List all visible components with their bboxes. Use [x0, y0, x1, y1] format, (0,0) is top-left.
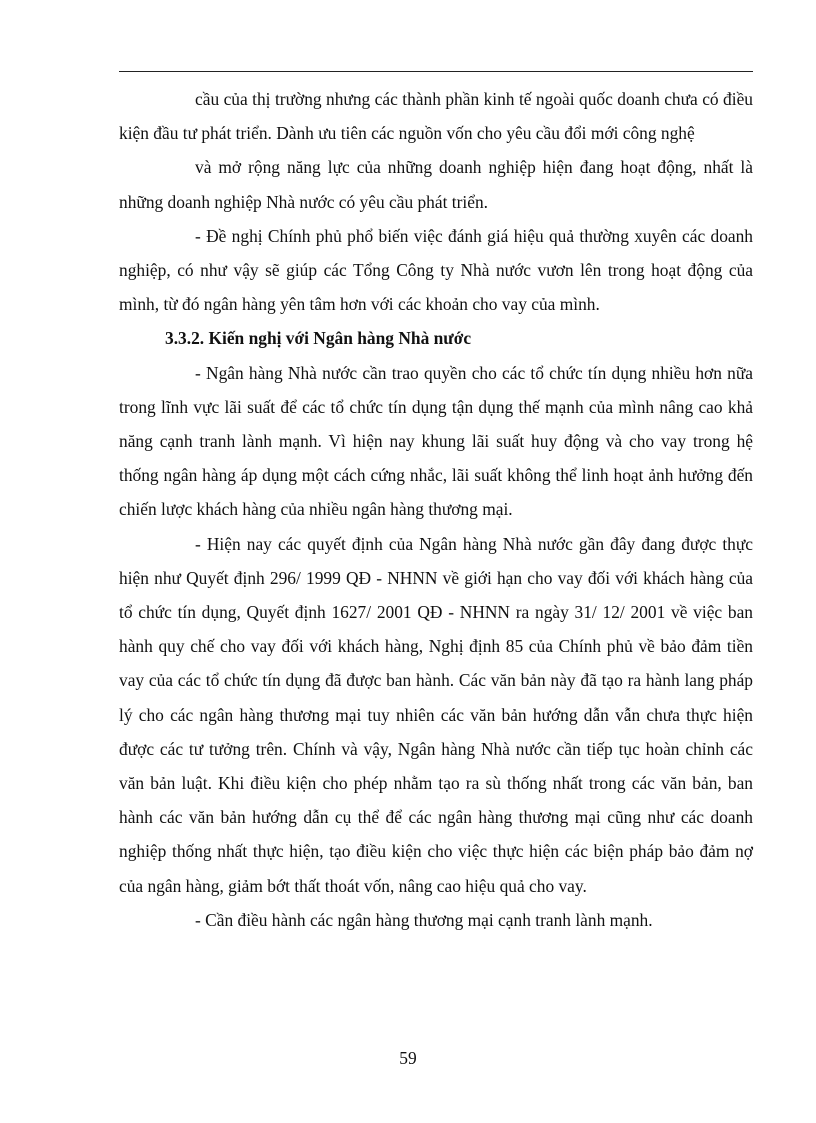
- paragraph-continuation: cầu của thị trường nhưng các thành phần kinh tế ngoài quốc doanh chưa có điều kiện đầu tư phát triển. Dành ưu tiên các nguồn vốn cho yêu cầu đổi mới công nghệ: [119, 89, 753, 144]
- paragraph-decisions: - Hiện nay các quyết định của Ngân hàng Nhà nước gần đây đang được thực hiện như Quyết định 296/ 1999 QĐ - NHNN về giới hạn cho vay đối với khách hàng của tổ chức tín dụng, Quyết định 1627/ 2001 QĐ - NHNN ra ngày 31/ 12/ 2001 về việc ban hành quy chế cho vay đối với khách hàng, Nghị định 85 của Chính phủ về bảo đảm tiền vay của các tổ chức tín dụng đã được ban hành. Các văn bản này đã tạo ra hành lang pháp lý cho các ngân hàng thương mại tuy nhiên các văn bản hướng dẫn vẫn chưa thực hiện được các tư tưởng trên. Chính và vậy, Ngân hàng Nhà nước cần tiếp tục hoàn chỉnh các văn bản luật. Khi điều kiện cho phép nhằm tạo ra sù thống nhất trong các văn bản, ban hành các văn bản hướng dẫn cụ thể để các ngân hàng thương mại cũng như các doanh nghiệp thống nhất thực hiện, tạo điều kiện cho việc thực hiện các biện pháp bảo đảm nợ của ngân hàng, giảm bớt thất thoát vốn, nâng cao hiệu quả cho vay.: [119, 533, 753, 896]
- paragraph-competition: - Cần điều hành các ngân hàng thương mại cạnh tranh lành mạnh.: [195, 909, 653, 930]
- header-rule: [119, 71, 753, 72]
- paragraph-government-proposal: - Đề nghị Chính phủ phổ biến việc đánh giá hiệu quả thường xuyên các doanh nghiệp, có như vậy sẽ giúp các Tổng Công ty Nhà nước vươn lên trong hoạt động của mình, từ đó ngân hàng yên tâm hơn với các khoản cho vay của mình.: [119, 225, 753, 315]
- body-text: [119, 82, 753, 937]
- page-number: 59: [399, 1048, 417, 1068]
- paragraph-interest-rate: - Ngân hàng Nhà nước cần trao quyền cho các tổ chức tín dụng nhiều hơn nữa trong lĩnh vực lãi suất để các tổ chức tín dụng tận dụng thế mạnh của mình nâng cao khả năng cạnh tranh lành mạnh. Vì hiện nay khung lãi suất huy động và cho vay trong hệ thống ngân hàng áp dụng một cách cứng nhắc, lãi suất không thể linh hoạt ảnh hưởng đến chiến lược khách hàng của nhiều ngân hàng thương mại.: [119, 362, 753, 520]
- section-heading: 3.3.2. Kiến nghị với Ngân hàng Nhà nước: [165, 328, 472, 349]
- paragraph-expansion: và mở rộng năng lực của những doanh nghiệp hiện đang hoạt động, nhất là những doanh nghiệp Nhà nước có yêu cầu phát triển.: [119, 157, 753, 212]
